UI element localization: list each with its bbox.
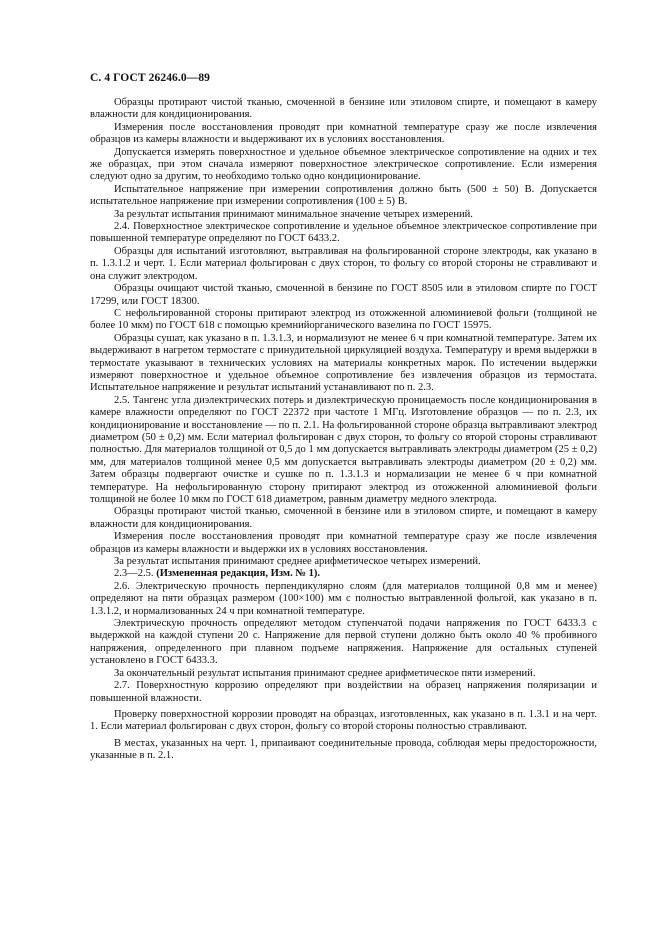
paragraph: В местах, указанных на черт. 1, припаивают соединительные провода, соблюдая меры предосторожности, указанные в п. 2.1. <box>90 737 597 762</box>
paragraph: За результат испытания принимают среднее арифметическое четырех измерений. <box>114 556 481 568</box>
paragraph: 2.4. Поверхностное электрическое сопротивление и удельное объемное электрическое сопротивление при повышенной температуре определяют по ГОСТ 6433.2. <box>90 221 597 245</box>
paragraph: Образцы протирают чистой тканью, смоченной в бензине или этиловом спирте, и помещают в камеру влажности для кондиционирования. <box>90 97 597 121</box>
paragraph: Испытательное напряжение при измерении сопротивления должно быть (500 ± 50) В. Допускается испытательное напряжение при измерении сопротивления (100 ± 5) В. <box>90 183 597 208</box>
amendment-prefix: 2.3—2.5. <box>114 568 157 580</box>
paragraph: За окончательный результат испытания принимают среднее арифметическое пяти измерений. <box>114 667 536 679</box>
paragraph: 2.7. Поверхностную коррозию определяют при воздействии на образец напряжения поляризации и повышенной влажности. <box>90 680 597 704</box>
paragraph: Образцы протирают чистой тканью, смоченной в бензине или в этиловом спирте, и помещают в камеру влажности для кондиционирования. <box>90 506 597 530</box>
running-head: С. 4 ГОСТ 26246.0—89 <box>90 72 211 84</box>
paragraph: 2.5. Тангенс угла диэлектрических потерь и диэлектрическую проницаемость после кондиционирования в камере влажности определяют по ГОСТ 22372 при частоте 1 МГц. Изготовление образцов — по п. 2.3, их кондиционирование и восстановление — по п. 2.1. На фольгированной стороне образца вытравливают электрод диаметром (50 ± 0,2) мм. Если материал фольгирован с двух сторон, то фольгу со второй стороны стравливают полностью. Для материалов толщиной от 0,5 до 1 мм допускается вытравливать электроды диаметром (25 ± 0,2) мм, для материалов толщиной менее 0,5 мм допускается вытравливать электроды диаметром (20 ± 0,2) мм. Затем образцы подвергают очистке и сушке по п. 1.3.1.3 и нормализации не менее 6 ч при комнатной температуре. На нефольгированную сторону притирают электрод из отожженной алюминиевой фольги толщиной не более 10 мкм по ГОСТ 618 диаметром, равным диаметру медного электрода. <box>90 394 597 505</box>
paragraph: Электрическую прочность определяют методом ступенчатой подачи напряжения по ГОСТ 6433.3 с выдержкой на каждой ступени 20 с. Напряжение для первой ступени должно быть около 40 % пробивного напряжения, определенного при плавном подъеме напряжения. Напряжение для остальных ступеней установлено в ГОСТ 6433.3. <box>90 618 597 667</box>
amendment-bold: (Измененная редакция, Изм. № 1). <box>156 568 321 580</box>
amendment-note <box>90 568 597 580</box>
paragraph: Допускается измерять поверхностное и удельное объемное электрическое сопротивление на одних и тех же образцах, при этом сначала измеряют поверхностное электрическое сопротивление. Если измерения следуют одно за другим, то необходимо только одно кондиционирование. <box>90 146 597 183</box>
paragraph: Проверку поверхностной коррозии проводят на образцах, изготовленных, как указано в п. 1.3.1 и на черт. 1. Если материал фольгирован с двух сторон, фольгу со второй стороны полностью стравливают. <box>90 708 597 733</box>
paragraph: За результат испытания принимают минимальное значение четырех измерений. <box>114 208 473 220</box>
paragraph: С нефольгированной стороны притирают электрод из отожженной алюминиевой фольги (толщиной не более 10 мкм) по ГОСТ 618 с помощью кремнийорганического вазелина по ГОСТ 15975. <box>90 307 597 332</box>
paragraph: Образцы для испытаний изготовляют, вытравливая на фольгированной стороне электроды, как указано в п. 1.3.1.2 и черт. 1. Если материал фольгирован с двух сторон, то фольгу со второй стороны не стравливают и она служит электродом. <box>90 245 597 282</box>
paragraph: 2.6. Электрическую прочность перпендикулярно слоям (для материалов толщиной 0,8 мм и менее) определяют на пяти образцах размером (100×100) мм с полностью вытравленной фольгой, как указано в п. 1.3.1.2, и нормализованных 24 ч при комнатной температуре. <box>90 580 597 617</box>
body-text <box>90 97 597 763</box>
paragraph: Измерения после восстановления проводят при комнатной температуре сразу же после извлечения образцов из камеры влажности и выдержки их в условиях восстановления. <box>90 531 597 555</box>
paragraph: Образцы сушат, как указано в п. 1.3.1.3, и нормализуют не менее 6 ч при комнатной температуре. Затем их выдерживают в нагретом термостате с принудительной циркуляцией воздуха. Температуру и время выдержки в термостате указывают в технических условиях на материалы конкретных марок. По истечении выдержки измеряют поверхностное и удельное объемное сопротивление без извлечения образцов из термостата. Испытательное напряжение и результат испытаний устанавливают по п. 2.3. <box>90 332 597 394</box>
paragraph: Измерения после восстановления проводят при комнатной температуре сразу же после извлечения образцов из камеры влажности и выдерживают их в условиях восстановления. <box>90 121 597 146</box>
paragraph: Образцы очищают чистой тканью, смоченной в бензине по ГОСТ 8505 или в этиловом спирте по ГОСТ 17299, или ГОСТ 18300. <box>90 283 597 307</box>
